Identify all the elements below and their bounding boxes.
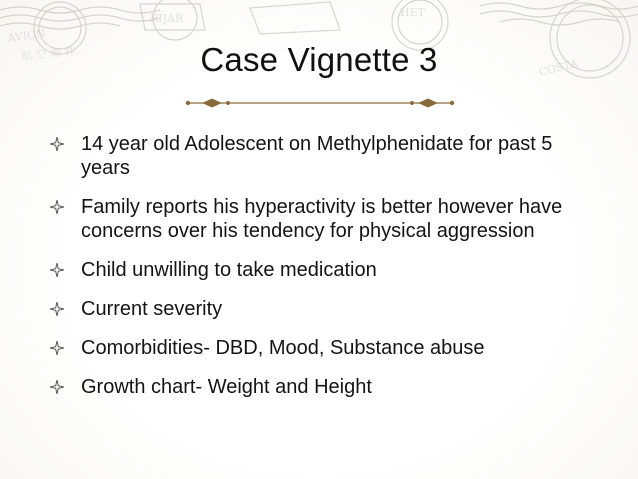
slide-title: Case Vignette 3 bbox=[200, 41, 438, 78]
svg-text:航 空 邮 件: 航 空 邮 件 bbox=[20, 44, 77, 63]
svg-text:COSTA: COSTA bbox=[537, 56, 580, 79]
svg-text:RIJAR: RIJAR bbox=[150, 12, 184, 25]
four-point-star-icon bbox=[50, 302, 64, 316]
bullet-item bbox=[44, 336, 604, 360]
bullet-text: 14 year old Adolescent on Methylphenidate for past 5 years bbox=[81, 133, 553, 179]
bullet-text: Comorbidities- DBD, Mood, Substance abuse bbox=[81, 337, 485, 359]
four-point-star-icon bbox=[50, 380, 64, 394]
ornamental-divider bbox=[180, 95, 460, 111]
four-point-star-icon bbox=[50, 200, 64, 214]
bullet-text: Growth chart- Weight and Height bbox=[81, 376, 372, 398]
bullet-item bbox=[44, 258, 604, 282]
bullet-text: Child unwilling to take medication bbox=[81, 259, 377, 281]
svg-text:HET: HET bbox=[400, 6, 425, 19]
bullet-item bbox=[44, 297, 604, 321]
four-point-star-icon bbox=[50, 341, 64, 355]
bullet-item bbox=[44, 195, 604, 243]
bullet-item bbox=[44, 375, 604, 399]
bullet-list bbox=[44, 132, 604, 399]
four-point-star-icon bbox=[50, 263, 64, 277]
svg-text:AVION: AVION bbox=[6, 26, 47, 45]
bullet-text: Family reports his hyperactivity is better however have concerns over his tendency for physical aggression bbox=[81, 196, 563, 242]
bullet-text: Current severity bbox=[81, 298, 223, 320]
four-point-star-icon bbox=[50, 137, 64, 151]
bullet-item bbox=[44, 132, 604, 180]
